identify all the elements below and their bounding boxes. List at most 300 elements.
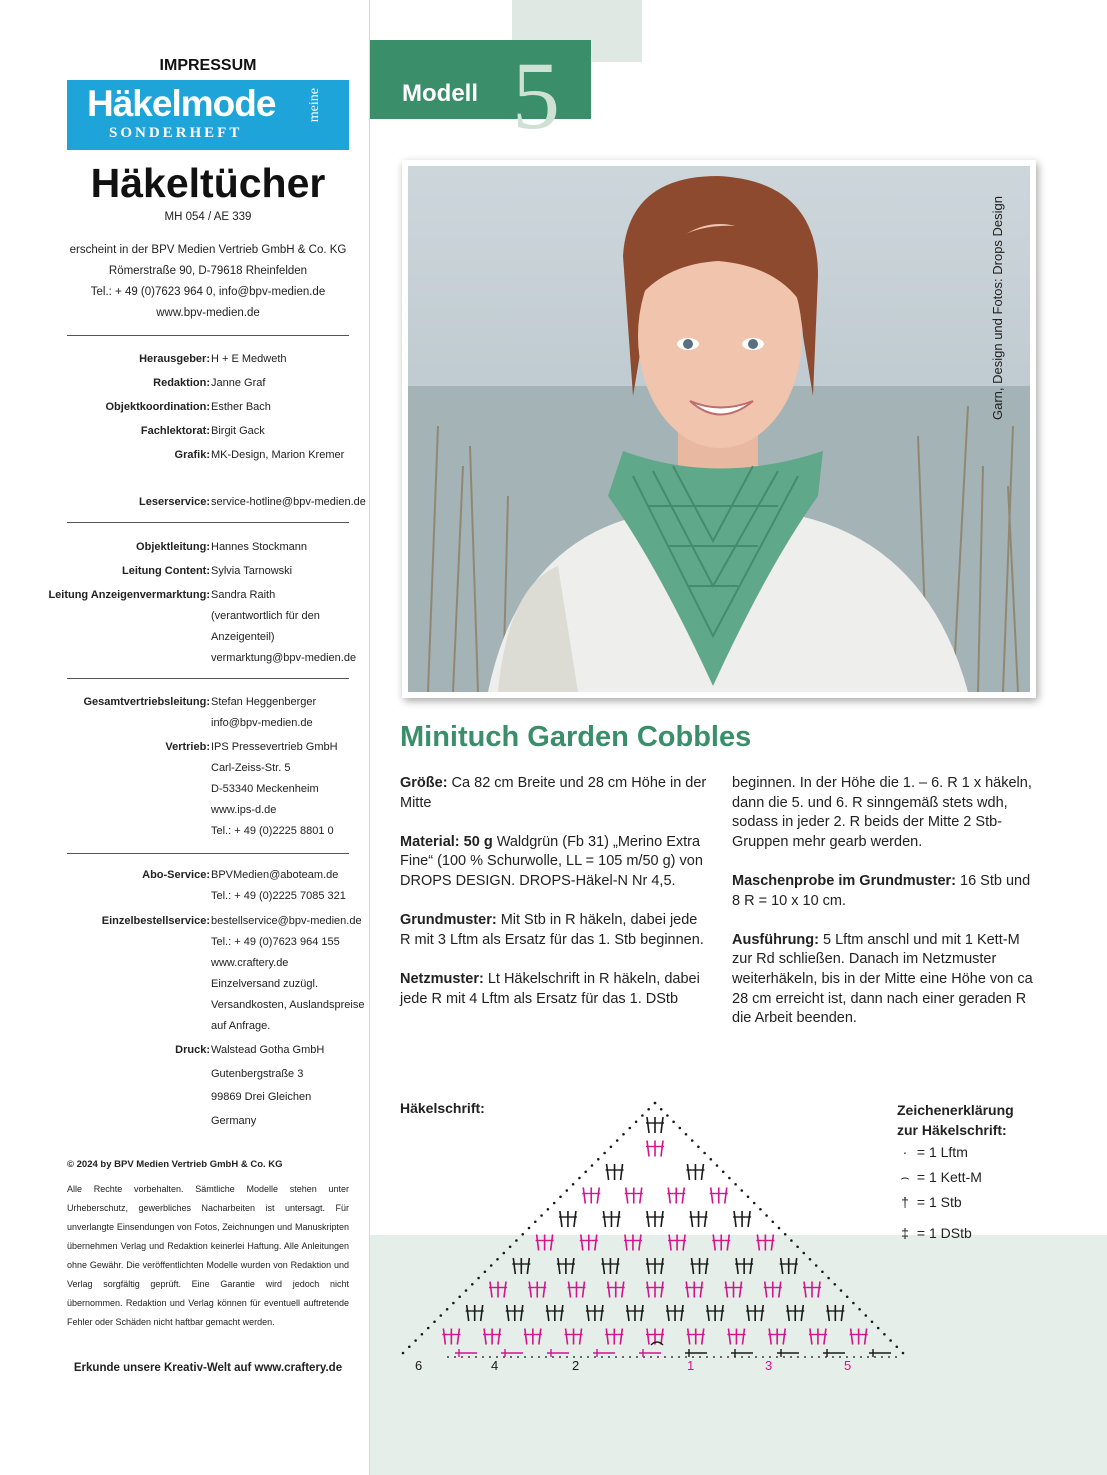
chain-dot — [883, 1333, 886, 1336]
stitch-mark — [701, 1164, 703, 1180]
chain-dot — [865, 1314, 868, 1317]
website-promo: Erkunde unsere Kreativ-Welt auf www.craftery.de — [73, 1362, 343, 1374]
chain-dot — [747, 1195, 750, 1198]
stitch-mark — [818, 1282, 820, 1298]
model-tab — [370, 40, 591, 149]
article-column-1 — [400, 774, 708, 1029]
stitch-mark — [568, 1282, 570, 1298]
stitch-mark — [647, 1282, 649, 1298]
stitch-mark — [667, 1305, 669, 1321]
row-label: 3 — [765, 1358, 773, 1373]
stitch-mark — [742, 1329, 744, 1345]
stitch-mark — [597, 1188, 599, 1204]
entry-value: bestellservice@bpv-medien.de — [211, 915, 362, 927]
article-paragraph — [732, 872, 1040, 911]
stitch-mark — [639, 1235, 641, 1251]
treble-crochet-icon: ‡ — [901, 1225, 909, 1241]
article-title: Minituch Garden Cobbles — [400, 721, 752, 753]
stitch-mark — [661, 1329, 663, 1345]
chain-dot — [647, 1108, 650, 1111]
entry-label: Gesamtvertriebsleitung: — [83, 696, 210, 708]
chain-dot — [803, 1252, 806, 1255]
row-label: 5 — [844, 1358, 852, 1373]
chain-dot — [741, 1189, 744, 1192]
stitch-mark — [769, 1329, 771, 1345]
chain-dot — [666, 1114, 669, 1117]
chain-dot — [728, 1177, 731, 1180]
stitch-mark — [572, 1258, 574, 1274]
entry-value: Einzelversand zuzügl. — [211, 978, 319, 990]
stitch-mark — [607, 1164, 609, 1180]
entry-value: IPS Pressevertrieb GmbH — [211, 741, 338, 753]
chain-dot — [790, 1239, 793, 1242]
article-paragraph — [400, 774, 708, 813]
chain-dot — [840, 1289, 843, 1292]
stitch-mark — [547, 1305, 549, 1321]
chain-dot — [784, 1233, 787, 1236]
chain-dot — [672, 1120, 675, 1123]
stitch-mark — [581, 1235, 583, 1251]
publisher-line: erscheint in der BPV Medien Vertrieb GmbH & Co. KG — [69, 244, 347, 256]
paragraph-text: Ca 82 cm Breite und 28 cm Höhe in der Mitte — [400, 775, 707, 811]
stitch-mark — [713, 1235, 715, 1251]
chain-dot — [821, 1270, 824, 1273]
chain-dot — [597, 1158, 600, 1161]
stitch-mark — [661, 1117, 663, 1133]
entry-value: www.ips-d.de — [211, 804, 277, 816]
stitch-mark — [734, 1211, 736, 1227]
chain-dot — [778, 1227, 781, 1230]
stitch-mark — [443, 1329, 445, 1345]
article-paragraph — [732, 931, 1040, 1029]
chain-dot — [408, 1345, 411, 1348]
stitch-mark — [841, 1305, 843, 1321]
chain-dot — [496, 1258, 499, 1261]
logo-main-text: Häkelmode — [87, 83, 276, 124]
photo-illustration — [408, 166, 1030, 692]
stitch-mark — [804, 1282, 806, 1298]
stitch-mark — [726, 1282, 728, 1298]
chain-dot — [465, 1289, 468, 1292]
chain-dot — [834, 1283, 837, 1286]
paragraph-text: Lt Häkelschrift in R häkeln, dabei jede R mit 4 Lftm als Ersatz für das 1. DStb — [400, 970, 700, 1007]
chain-dot — [578, 1177, 581, 1180]
publisher-line: Tel.: + 49 (0)7623 964 0, info@bpv-medien.de — [90, 286, 326, 298]
stitch-mark — [681, 1305, 683, 1321]
stitch-mark — [748, 1211, 750, 1227]
paragraph-text: Waldgrün (Fb 31) „Merino Extra Fine“ (100 % Schurwolle, LL = 105 m/50 g) von DROPS DESIGN. DROPS-Häkel-N Nr 4,5. — [400, 833, 703, 889]
row-label: 6 — [415, 1358, 423, 1373]
legend-text: = 1 Stb — [916, 1194, 962, 1210]
stitch-mark — [647, 1258, 649, 1274]
chain-dot — [603, 1152, 606, 1155]
entry-value: Germany — [211, 1114, 257, 1127]
stitch-mark — [783, 1329, 785, 1345]
row-label: 2 — [572, 1358, 580, 1373]
slip-stitch-icon: ⌢ — [900, 1169, 910, 1185]
stitch-mark — [616, 1258, 618, 1274]
legend-title — [897, 1100, 1014, 1140]
stitch-mark — [602, 1258, 604, 1274]
chain-dot — [679, 1127, 682, 1130]
stitch-mark — [529, 1282, 531, 1298]
chain-dot — [871, 1320, 874, 1323]
chain-dot — [566, 1189, 569, 1192]
stitch-mark — [525, 1329, 527, 1345]
stitch-mark — [521, 1305, 523, 1321]
chain-dot — [515, 1239, 518, 1242]
stitch-mark — [661, 1211, 663, 1227]
entry-label: Objektleitung: — [136, 541, 210, 553]
entry-label: Druck: — [175, 1044, 210, 1056]
entry-value: Tel.: + 49 (0)2225 7085 321 — [211, 890, 346, 902]
stitch-mark — [750, 1258, 752, 1274]
chain-dot — [477, 1277, 480, 1280]
entry-value: 99869 Drei Gleichen — [211, 1091, 312, 1103]
entry-label: Herausgeber: — [139, 353, 210, 365]
stitch-mark — [551, 1235, 553, 1251]
chain-dot — [902, 1352, 905, 1355]
stitch-mark — [688, 1329, 690, 1345]
stitch-mark — [640, 1188, 642, 1204]
chain-dot — [710, 1158, 713, 1161]
article-paragraph — [400, 833, 708, 892]
article-paragraph — [400, 970, 708, 1009]
paragraph-heading: Netzmuster: — [400, 970, 484, 987]
stitch-mark — [647, 1211, 649, 1227]
publisher-website: www.bpv-medien.de — [156, 307, 260, 319]
entry-value: BPVMedien@aboteam.de — [211, 869, 339, 881]
entry-value: Tel.: + 49 (0)2225 8801 0 — [211, 825, 334, 837]
entry-value: auf Anfrage. — [211, 1020, 271, 1032]
entry-label: Leitung Anzeigenvermarktung: — [48, 589, 210, 601]
stitch-mark — [490, 1282, 492, 1298]
stitch-mark — [771, 1235, 773, 1251]
stitch-mark — [580, 1329, 582, 1345]
chain-dot — [559, 1195, 562, 1198]
stitch-mark — [595, 1235, 597, 1251]
chain-dot — [427, 1327, 430, 1330]
entry-label: Fachlektorat: — [140, 425, 210, 437]
chain-dot — [534, 1220, 537, 1223]
chain-dot — [685, 1133, 688, 1136]
entry-value: (verantwortlich für den — [211, 610, 320, 622]
stitch-mark — [757, 1235, 759, 1251]
divider — [67, 678, 349, 679]
stitch-mark — [865, 1329, 867, 1345]
entry-label: Leitung Content: — [122, 565, 210, 577]
stitch-mark — [687, 1164, 689, 1180]
chain-dot — [691, 1139, 694, 1142]
stitch-mark — [810, 1329, 812, 1345]
paragraph-heading: Größe: — [400, 775, 448, 791]
entry-value: www.craftery.de — [211, 957, 289, 969]
chain-dot — [547, 1208, 550, 1211]
chain-dot — [734, 1183, 737, 1186]
legend-title-line: Zeichenerklärung — [897, 1102, 1014, 1118]
chain-dot — [414, 1339, 417, 1342]
stitch-mark — [484, 1329, 486, 1345]
chart-heading: Häkelschrift: — [400, 1100, 485, 1116]
entry-value: MK-Design, Marion Kremer — [211, 449, 345, 461]
divider — [67, 335, 349, 336]
stitch-mark — [467, 1305, 469, 1321]
stitch-mark — [582, 1282, 584, 1298]
stitch-mark — [626, 1188, 628, 1204]
stitch-mark — [560, 1211, 562, 1227]
divider — [67, 522, 349, 523]
chain-dot — [433, 1320, 436, 1323]
chain-dot — [509, 1245, 512, 1248]
stitch-mark — [707, 1305, 709, 1321]
entry-value: Gutenbergstraße 3 — [211, 1067, 304, 1080]
row-label: 1 — [687, 1358, 695, 1373]
chain-dot — [809, 1258, 812, 1261]
chain-dot — [635, 1120, 638, 1123]
chain-dot — [471, 1283, 474, 1286]
stitch-mark — [827, 1305, 829, 1321]
chain-stitch-icon: · — [902, 1144, 908, 1160]
stitch-mark — [682, 1188, 684, 1204]
paragraph-text: Mit Stb in R häkeln, dabei jede R mit 3 Lftm als Ersatz für das 1. Stb beginnen. — [400, 912, 704, 948]
article-paragraph — [400, 911, 708, 950]
stitch-mark — [543, 1282, 545, 1298]
stitch-mark — [781, 1258, 783, 1274]
stitch-mark — [504, 1282, 506, 1298]
chain-dot — [446, 1308, 449, 1311]
paragraph-text: 16 Stb und 8 R = 10 x 10 cm. — [732, 872, 1031, 909]
chain-dot — [858, 1308, 861, 1311]
stitch-mark — [669, 1235, 671, 1251]
issue-title: Häkeltücher — [90, 160, 326, 206]
chain-dot — [610, 1145, 613, 1148]
chain-dot — [572, 1183, 575, 1186]
entry-value: Walstead Gotha GmbH — [211, 1044, 325, 1056]
stitch-mark — [683, 1235, 685, 1251]
stitch-mark — [736, 1258, 738, 1274]
stitch-mark — [692, 1258, 694, 1274]
double-crochet-icon: † — [901, 1194, 909, 1210]
stitch-mark — [574, 1211, 576, 1227]
entry-value: Versandkosten, Auslandspreise — [211, 999, 365, 1011]
chain-dot — [846, 1295, 849, 1298]
chain-dot — [716, 1164, 719, 1167]
stitch-mark — [706, 1258, 708, 1274]
entry-value: vermarktung@bpv-medien.de — [211, 652, 357, 664]
chain-dot — [827, 1277, 830, 1280]
stitch-mark — [537, 1235, 539, 1251]
stitch-mark — [721, 1305, 723, 1321]
stitch-mark — [622, 1282, 624, 1298]
chain-dot — [484, 1270, 487, 1273]
stitch-mark — [661, 1258, 663, 1274]
model-number: 5 — [512, 42, 560, 149]
impressum-heading: IMPRESSUM — [159, 57, 257, 74]
publisher-line: Römerstraße 90, D-79618 Rheinfelden — [108, 265, 308, 277]
stitch-mark — [668, 1188, 670, 1204]
model-label: Modell — [402, 80, 478, 107]
issue-number: MH 054 / AE 339 — [164, 211, 252, 223]
paragraph-text: beginnen. In der Höhe die 1. – 6. R 1 x häkeln, dann die 5. und 6. R sinngemäß stets wdh, sodass in jeder 2. R beids der Mitte 2 Stb-Gruppen mehr gearb werden. — [732, 775, 1032, 850]
stitch-mark — [627, 1305, 629, 1321]
chain-dot — [584, 1170, 587, 1173]
stitch-mark — [779, 1282, 781, 1298]
chain-dot — [616, 1139, 619, 1142]
article-paragraph — [732, 774, 1040, 852]
entry-label: Vertrieb: — [165, 741, 210, 753]
stitch-mark — [740, 1282, 742, 1298]
magazine-logo — [67, 80, 349, 150]
stitch-mark — [851, 1329, 853, 1345]
entry-label: Einzelbestellservice: — [101, 915, 210, 927]
entry-value: Sylvia Tarnowski — [211, 565, 293, 577]
chain-dot — [540, 1214, 543, 1217]
stitch-mark — [711, 1188, 713, 1204]
stitch-mark — [686, 1282, 688, 1298]
crochet-chart — [395, 1095, 915, 1380]
paragraph-text: 5 Lftm anschl und mit 1 Kett-M zur Rd schließen. Danach im Netzmuster weiterhäkeln, bis in der Mitte eine Höhe von ca 28 cm erreicht ist, dann nach einer geraden R die Arbeit beenden. — [732, 931, 1033, 1027]
publisher-block — [67, 240, 349, 324]
paragraph-heading: Maschenprobe im Grundmuster: — [732, 872, 956, 889]
chain-dot — [697, 1145, 700, 1148]
stitch-mark — [507, 1305, 509, 1321]
chain-dot — [759, 1208, 762, 1211]
stitch-mark — [747, 1305, 749, 1321]
stitch-mark — [539, 1329, 541, 1345]
stitch-mark — [795, 1258, 797, 1274]
stitch-mark — [725, 1188, 727, 1204]
chain-dot — [402, 1352, 405, 1355]
row-label: 4 — [491, 1358, 499, 1373]
chain-dot — [452, 1302, 455, 1305]
entry-label: Objektkoordination: — [105, 401, 210, 413]
stitch-mark — [498, 1329, 500, 1345]
model-photo — [402, 160, 1036, 698]
logo-side-text: meine — [307, 88, 322, 123]
stitch-mark — [661, 1141, 663, 1157]
entry-value: D-53340 Meckenheim — [211, 783, 319, 795]
chain-dot — [421, 1333, 424, 1336]
stitch-mark — [727, 1235, 729, 1251]
stitch-mark — [606, 1329, 608, 1345]
stitch-mark — [765, 1282, 767, 1298]
entry-value: Stefan Heggenberger — [211, 696, 317, 708]
legend-text: = 1 DStb — [916, 1225, 972, 1241]
stitch-mark — [527, 1258, 529, 1274]
legend-text: = 1 Kett-M — [916, 1169, 982, 1185]
article-column-2 — [732, 774, 1040, 1048]
stitch-mark — [561, 1305, 563, 1321]
chain-dot — [889, 1339, 892, 1342]
paragraph-heading: Grundmuster: — [400, 912, 497, 929]
divider — [67, 853, 349, 854]
chain-dot — [772, 1220, 775, 1223]
stitch-mark — [617, 1211, 619, 1227]
stitch-mark — [647, 1117, 649, 1133]
stitch-mark — [608, 1282, 610, 1298]
stitch-mark — [787, 1305, 789, 1321]
chain-dot — [654, 1102, 657, 1105]
chain-dot — [796, 1245, 799, 1248]
photo-credit: Garn, Design und Fotos: Drops Design — [990, 196, 1005, 420]
entry-value: Carl-Zeiss-Str. 5 — [211, 762, 291, 774]
entry-label: Abo-Service: — [142, 869, 210, 881]
stitch-mark — [566, 1329, 568, 1345]
chain-dot — [591, 1164, 594, 1167]
chain-dot — [660, 1108, 663, 1111]
chain-dot — [753, 1202, 756, 1205]
entry-label: Leserservice: — [139, 496, 210, 508]
stitch-mark — [620, 1329, 622, 1345]
copyright: © 2024 by BPV Medien Vertrieb GmbH & Co. KG — [67, 1159, 283, 1170]
legend-item-tr — [897, 1225, 972, 1241]
stitch-mark — [824, 1329, 826, 1345]
stitch-mark — [513, 1258, 515, 1274]
entry-value: Esther Bach — [211, 401, 271, 413]
chain-dot — [852, 1302, 855, 1305]
chain-dot — [490, 1264, 493, 1267]
stitch-mark — [728, 1329, 730, 1345]
stitch-mark — [661, 1282, 663, 1298]
stitch-mark — [558, 1258, 560, 1274]
entry-value: Sandra Raith — [211, 589, 276, 601]
chain-dot — [896, 1345, 899, 1348]
entry-label: Grafik: — [174, 449, 210, 461]
legend-item-slip — [897, 1169, 982, 1186]
stitch-mark — [641, 1305, 643, 1321]
chain-dot — [765, 1214, 768, 1217]
entry-label: Redaktion: — [153, 377, 210, 389]
chain-dot — [622, 1133, 625, 1136]
legend-title-line: zur Häkelschrift: — [897, 1122, 1007, 1138]
chain-dot — [521, 1233, 524, 1236]
chain-dot — [503, 1252, 506, 1255]
chain-dot — [458, 1295, 461, 1298]
chain-dot — [877, 1327, 880, 1330]
entry-value: H + E Medweth — [211, 353, 287, 365]
legend-text: = 1 Lftm — [916, 1144, 968, 1160]
stitch-mark — [705, 1211, 707, 1227]
legend-item-dc — [897, 1194, 962, 1210]
stitch-mark — [601, 1305, 603, 1321]
stitch-mark — [603, 1211, 605, 1227]
stitch-mark — [702, 1329, 704, 1345]
entry-value: Janne Graf — [211, 377, 266, 389]
stitch-mark — [583, 1188, 585, 1204]
entry-value: Anzeigenteil) — [211, 631, 275, 643]
paragraph-heading: Material: 50 g — [400, 833, 493, 850]
paragraph-heading: Ausführung: — [732, 931, 819, 948]
chain-dot — [703, 1152, 706, 1155]
chain-dot — [815, 1264, 818, 1267]
entry-value: Tel.: + 49 (0)7623 964 155 — [211, 936, 340, 948]
legal-text: Alle Rechte vorbehalten. Sämtliche Modelle stehen unter Urheberschutz, gewerbliches Nacharbeiten ist untersagt. Für unverlangte Einsendungen von Fotos, Zeichnungen und Manuskripten übernehmen Verlag und Redaktion keinerlei Haftung. Alle Anleitungen ohne Gewähr. Die veröffentlichten Modelle wurden von Redaktion und Verlag sorgfältig geprüft. Eine Garantie wird jedoch nicht übernommen. Redaktion und Verlag können für eventuell auftretende Fehler oder Schäden nicht haftbar gemacht werden. — [67, 1184, 349, 1327]
legend-item-chain — [897, 1144, 968, 1160]
stitch-mark — [481, 1305, 483, 1321]
stitch-mark — [647, 1141, 649, 1157]
stitch-mark — [457, 1329, 459, 1345]
entry-value: info@bpv-medien.de — [211, 717, 313, 729]
chain-dot — [553, 1202, 556, 1205]
stitch-mark — [587, 1305, 589, 1321]
entry-value: service-hotline@bpv-medien.de — [211, 496, 366, 508]
stitch-mark — [691, 1211, 693, 1227]
stitch-mark — [801, 1305, 803, 1321]
chain-dot — [440, 1314, 443, 1317]
entry-value: Hannes Stockmann — [211, 541, 307, 553]
stitch-mark — [625, 1235, 627, 1251]
logo-sub-text: SONDERHEFT — [109, 125, 243, 141]
